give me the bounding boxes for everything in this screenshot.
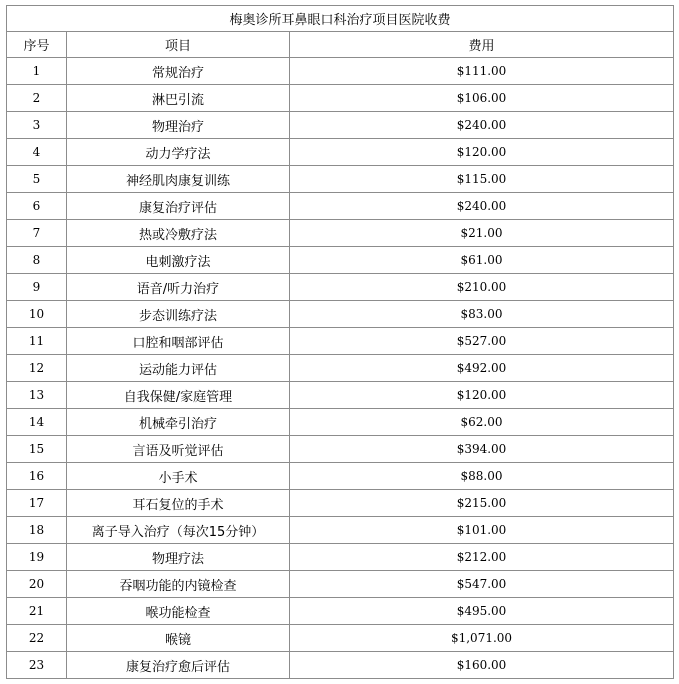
column-header-item: 项目	[67, 32, 290, 58]
row-number: 23	[7, 652, 67, 679]
row-item: 动力学疗法	[67, 139, 290, 166]
row-fee: $215.00	[290, 490, 674, 517]
row-fee: $61.00	[290, 247, 674, 274]
row-item: 小手术	[67, 463, 290, 490]
row-fee: $21.00	[290, 220, 674, 247]
row-item: 耳石复位的手术	[67, 490, 290, 517]
fee-table	[6, 5, 674, 679]
table-row	[7, 544, 674, 571]
row-number: 11	[7, 328, 67, 355]
row-item: 语音/听力治疗	[67, 274, 290, 301]
table-row	[7, 166, 674, 193]
row-item: 步态训练疗法	[67, 301, 290, 328]
table-row	[7, 490, 674, 517]
table-row	[7, 625, 674, 652]
column-header-fee: 费用	[290, 32, 674, 58]
row-fee: $210.00	[290, 274, 674, 301]
row-fee: $394.00	[290, 436, 674, 463]
row-item: 常规治疗	[67, 58, 290, 85]
row-item: 自我保健/家庭管理	[67, 382, 290, 409]
row-number: 15	[7, 436, 67, 463]
row-item: 神经肌肉康复训练	[67, 166, 290, 193]
row-number: 9	[7, 274, 67, 301]
table-title: 梅奥诊所耳鼻眼口科治疗项目医院收费	[7, 6, 674, 32]
table-header-row	[7, 32, 674, 58]
row-item: 吞咽功能的内镜检查	[67, 571, 290, 598]
row-item: 喉功能检查	[67, 598, 290, 625]
row-item: 电刺激疗法	[67, 247, 290, 274]
row-fee: $83.00	[290, 301, 674, 328]
table-row	[7, 139, 674, 166]
table-row	[7, 193, 674, 220]
row-number: 13	[7, 382, 67, 409]
row-number: 10	[7, 301, 67, 328]
row-item: 运动能力评估	[67, 355, 290, 382]
table-row	[7, 247, 674, 274]
row-number: 19	[7, 544, 67, 571]
table-row	[7, 409, 674, 436]
row-fee: $101.00	[290, 517, 674, 544]
row-number: 8	[7, 247, 67, 274]
row-number: 4	[7, 139, 67, 166]
table-row	[7, 328, 674, 355]
table-row	[7, 463, 674, 490]
table-row	[7, 598, 674, 625]
row-fee: $62.00	[290, 409, 674, 436]
table-title-row	[7, 6, 674, 32]
row-item: 机械牵引治疗	[67, 409, 290, 436]
row-fee: $111.00	[290, 58, 674, 85]
row-item: 离子导入治疗（每次15分钟）	[67, 517, 290, 544]
row-number: 16	[7, 463, 67, 490]
row-number: 12	[7, 355, 67, 382]
row-number: 20	[7, 571, 67, 598]
table-row	[7, 112, 674, 139]
row-number: 21	[7, 598, 67, 625]
row-fee: $240.00	[290, 112, 674, 139]
row-item: 淋巴引流	[67, 85, 290, 112]
row-number: 2	[7, 85, 67, 112]
row-fee: $495.00	[290, 598, 674, 625]
row-item: 康复治疗愈后评估	[67, 652, 290, 679]
fee-table-container	[6, 5, 674, 679]
table-row	[7, 220, 674, 247]
table-row	[7, 274, 674, 301]
table-row	[7, 85, 674, 112]
row-number: 5	[7, 166, 67, 193]
row-fee: $106.00	[290, 85, 674, 112]
row-fee: $120.00	[290, 139, 674, 166]
table-row	[7, 355, 674, 382]
row-item: 言语及听觉评估	[67, 436, 290, 463]
column-header-num: 序号	[7, 32, 67, 58]
row-fee: $240.00	[290, 193, 674, 220]
row-fee: $88.00	[290, 463, 674, 490]
row-fee: $160.00	[290, 652, 674, 679]
row-item: 喉镜	[67, 625, 290, 652]
table-row	[7, 571, 674, 598]
row-fee: $547.00	[290, 571, 674, 598]
table-row	[7, 58, 674, 85]
row-fee: $1,071.00	[290, 625, 674, 652]
row-fee: $212.00	[290, 544, 674, 571]
table-row	[7, 652, 674, 679]
row-number: 6	[7, 193, 67, 220]
row-fee: $115.00	[290, 166, 674, 193]
row-fee: $120.00	[290, 382, 674, 409]
table-body	[7, 58, 674, 679]
table-row	[7, 382, 674, 409]
row-item: 物理疗法	[67, 544, 290, 571]
row-number: 7	[7, 220, 67, 247]
row-number: 17	[7, 490, 67, 517]
table-row	[7, 301, 674, 328]
row-number: 3	[7, 112, 67, 139]
table-row	[7, 436, 674, 463]
row-number: 22	[7, 625, 67, 652]
row-number: 18	[7, 517, 67, 544]
row-item: 物理治疗	[67, 112, 290, 139]
row-fee: $492.00	[290, 355, 674, 382]
row-item: 口腔和咽部评估	[67, 328, 290, 355]
row-number: 14	[7, 409, 67, 436]
row-number: 1	[7, 58, 67, 85]
row-item: 康复治疗评估	[67, 193, 290, 220]
row-fee: $527.00	[290, 328, 674, 355]
row-item: 热或冷敷疗法	[67, 220, 290, 247]
table-row	[7, 517, 674, 544]
